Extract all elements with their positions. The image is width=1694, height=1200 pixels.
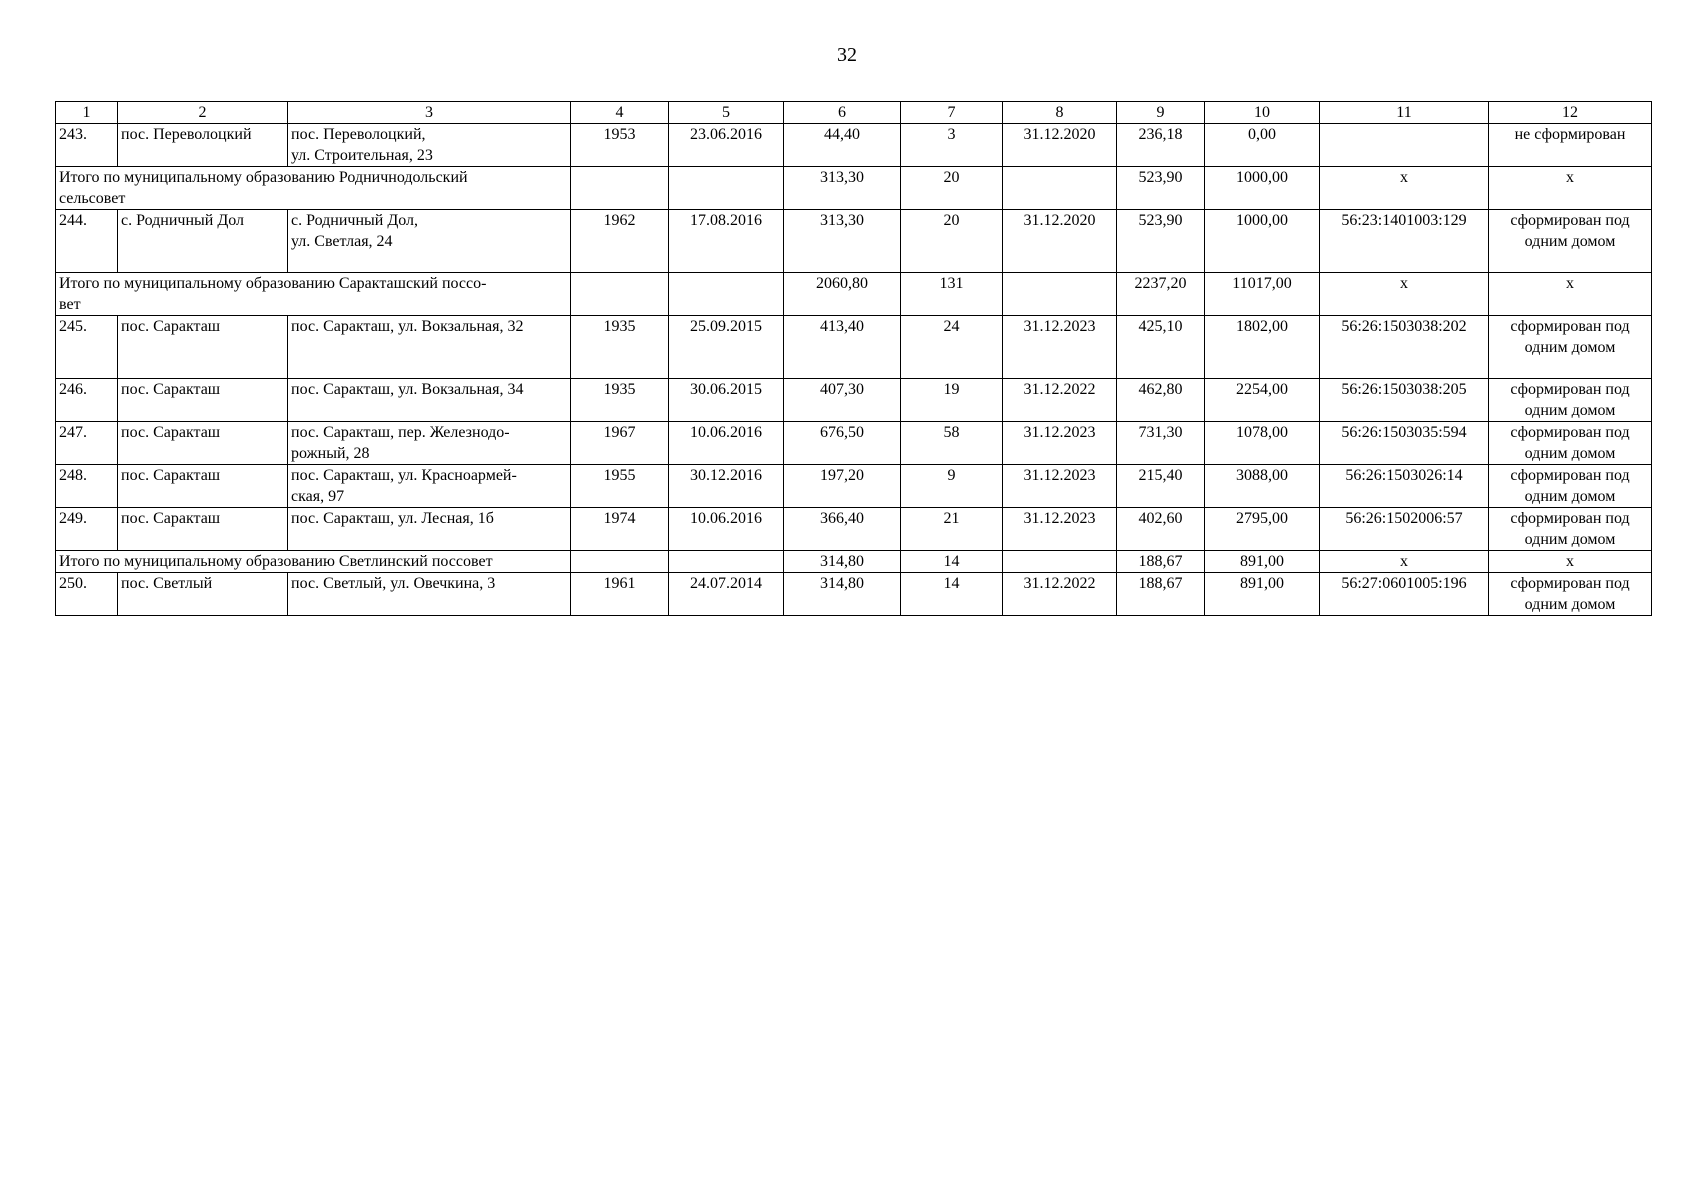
status-cell xyxy=(1489,465,1652,508)
cadastre-cell: 56:26:1502006:57 xyxy=(1320,508,1489,551)
status-cell: х xyxy=(1489,551,1652,573)
deadline-cell: 31.12.2023 xyxy=(1003,508,1117,551)
empty-cell xyxy=(571,273,669,316)
date-cell: 10.06.2016 xyxy=(669,422,784,465)
cadastre-cell xyxy=(1320,124,1489,167)
area2-cell: 402,60 xyxy=(1117,508,1205,551)
address-line: пос. Саракташ, ул. Красноармей- xyxy=(291,467,517,484)
deadline-cell: 31.12.2023 xyxy=(1003,422,1117,465)
status-line: одним домом xyxy=(1524,339,1616,356)
subtotal-label-line: сельсовет xyxy=(59,190,126,207)
status-line: одним домом xyxy=(1524,445,1616,462)
housing-register-table xyxy=(55,101,1652,616)
subtotal-label-line: Итого по муниципальному образованию Саракташский поссо- xyxy=(59,275,487,292)
empty-cell xyxy=(571,167,669,210)
area2-cell: 236,18 xyxy=(1117,124,1205,167)
header-cell: 11 xyxy=(1320,102,1489,124)
people-cell: 20 xyxy=(901,210,1003,273)
area-cell: 314,80 xyxy=(784,573,901,616)
deadline-cell: 31.12.2022 xyxy=(1003,379,1117,422)
area2-cell: 215,40 xyxy=(1117,465,1205,508)
address-line: пос. Саракташ, ул. Вокзальная, 32 xyxy=(291,318,524,335)
cadastre-cell: х xyxy=(1320,551,1489,573)
year-cell: 1961 xyxy=(571,573,669,616)
cadastre-cell: 56:27:0601005:196 xyxy=(1320,573,1489,616)
year-cell: 1962 xyxy=(571,210,669,273)
deadline-cell: 31.12.2023 xyxy=(1003,316,1117,379)
settlement-cell: пос. Саракташ xyxy=(118,422,288,465)
area-cell: 313,30 xyxy=(784,210,901,273)
empty-cell xyxy=(1003,167,1117,210)
table-row xyxy=(56,316,1652,379)
column-number-header-row xyxy=(56,102,1652,124)
land-area-cell: 1078,00 xyxy=(1205,422,1320,465)
status-cell: х xyxy=(1489,273,1652,316)
status-line: одним домом xyxy=(1524,596,1616,613)
status-line: одним домом xyxy=(1524,531,1616,548)
area2-cell: 462,80 xyxy=(1117,379,1205,422)
settlement-cell: пос. Светлый xyxy=(118,573,288,616)
address-cell xyxy=(288,573,571,616)
land-area-cell: 11017,00 xyxy=(1205,273,1320,316)
year-cell: 1935 xyxy=(571,316,669,379)
row-number: 245. xyxy=(56,316,118,379)
land-area-cell: 1802,00 xyxy=(1205,316,1320,379)
address-line: рожный, 28 xyxy=(291,445,370,462)
address-cell xyxy=(288,316,571,379)
cadastre-cell: 56:26:1503026:14 xyxy=(1320,465,1489,508)
status-cell xyxy=(1489,316,1652,379)
subtotal-label xyxy=(56,273,571,316)
subtotal-label-line: Итого по муниципальному образованию Родничнодольский xyxy=(59,169,468,186)
status-cell xyxy=(1489,573,1652,616)
area2-cell: 188,67 xyxy=(1117,551,1205,573)
table-row xyxy=(56,508,1652,551)
status-cell xyxy=(1489,210,1652,273)
year-cell: 1955 xyxy=(571,465,669,508)
area-cell: 413,40 xyxy=(784,316,901,379)
area2-cell: 425,10 xyxy=(1117,316,1205,379)
header-cell: 1 xyxy=(56,102,118,124)
status-line: одним домом xyxy=(1524,233,1616,250)
table-row xyxy=(56,422,1652,465)
people-cell: 21 xyxy=(901,508,1003,551)
cadastre-cell: х xyxy=(1320,273,1489,316)
deadline-cell: 31.12.2023 xyxy=(1003,465,1117,508)
table-row xyxy=(56,465,1652,508)
land-area-cell: 3088,00 xyxy=(1205,465,1320,508)
row-number: 244. xyxy=(56,210,118,273)
area-cell: 366,40 xyxy=(784,508,901,551)
table-row xyxy=(56,379,1652,422)
status-line: сформирован под xyxy=(1510,575,1630,592)
row-number: 248. xyxy=(56,465,118,508)
date-cell: 23.06.2016 xyxy=(669,124,784,167)
address-line: ул. Строительная, 23 xyxy=(291,147,433,164)
settlement-cell: пос. Саракташ xyxy=(118,508,288,551)
header-cell: 9 xyxy=(1117,102,1205,124)
header-cell: 10 xyxy=(1205,102,1320,124)
date-cell: 30.12.2016 xyxy=(669,465,784,508)
header-cell: 2 xyxy=(118,102,288,124)
settlement-cell: с. Родничный Дол xyxy=(118,210,288,273)
area2-cell: 523,90 xyxy=(1117,167,1205,210)
status-cell xyxy=(1489,379,1652,422)
subtotal-label-line: вет xyxy=(59,296,81,313)
date-cell: 25.09.2015 xyxy=(669,316,784,379)
year-cell: 1974 xyxy=(571,508,669,551)
deadline-cell: 31.12.2020 xyxy=(1003,124,1117,167)
date-cell: 24.07.2014 xyxy=(669,573,784,616)
status-line: не сформирован xyxy=(1514,126,1626,143)
area-cell: 197,20 xyxy=(784,465,901,508)
area-cell: 44,40 xyxy=(784,124,901,167)
cadastre-cell: 56:26:1503038:202 xyxy=(1320,316,1489,379)
land-area-cell: 0,00 xyxy=(1205,124,1320,167)
address-cell xyxy=(288,508,571,551)
settlement-cell: пос. Переволоцкий xyxy=(118,124,288,167)
deadline-cell: 31.12.2022 xyxy=(1003,573,1117,616)
settlement-cell: пос. Саракташ xyxy=(118,316,288,379)
row-number: 249. xyxy=(56,508,118,551)
cadastre-cell: 56:26:1503038:205 xyxy=(1320,379,1489,422)
subtotal-row xyxy=(56,167,1652,210)
area-cell: 314,80 xyxy=(784,551,901,573)
header-cell: 12 xyxy=(1489,102,1652,124)
address-cell xyxy=(288,422,571,465)
people-cell: 131 xyxy=(901,273,1003,316)
status-cell: х xyxy=(1489,167,1652,210)
status-line: сформирован под xyxy=(1510,467,1630,484)
address-line: пос. Переволоцкий, xyxy=(291,126,426,143)
page-number: 32 xyxy=(837,44,857,66)
empty-cell xyxy=(1003,273,1117,316)
people-cell: 19 xyxy=(901,379,1003,422)
land-area-cell: 2795,00 xyxy=(1205,508,1320,551)
empty-cell xyxy=(669,167,784,210)
area-cell: 313,30 xyxy=(784,167,901,210)
table-row xyxy=(56,124,1652,167)
area-cell: 407,30 xyxy=(784,379,901,422)
empty-cell xyxy=(669,551,784,573)
empty-cell xyxy=(669,273,784,316)
row-number: 243. xyxy=(56,124,118,167)
people-cell: 9 xyxy=(901,465,1003,508)
subtotal-label xyxy=(56,167,571,210)
year-cell: 1967 xyxy=(571,422,669,465)
address-cell xyxy=(288,465,571,508)
deadline-cell: 31.12.2020 xyxy=(1003,210,1117,273)
status-line: сформирован под xyxy=(1510,424,1630,441)
header-cell: 8 xyxy=(1003,102,1117,124)
area2-cell: 731,30 xyxy=(1117,422,1205,465)
header-cell: 4 xyxy=(571,102,669,124)
area2-cell: 523,90 xyxy=(1117,210,1205,273)
cadastre-cell: х xyxy=(1320,167,1489,210)
people-cell: 58 xyxy=(901,422,1003,465)
address-line: пос. Саракташ, ул. Вокзальная, 34 xyxy=(291,381,524,398)
people-cell: 20 xyxy=(901,167,1003,210)
row-number: 250. xyxy=(56,573,118,616)
address-line: пос. Саракташ, пер. Железнодо- xyxy=(291,424,510,441)
status-cell xyxy=(1489,124,1652,167)
address-line: с. Родничный Дол, xyxy=(291,212,419,229)
empty-cell xyxy=(1003,551,1117,573)
status-line: сформирован под xyxy=(1510,212,1630,229)
subtotal-row xyxy=(56,551,1652,573)
date-cell: 17.08.2016 xyxy=(669,210,784,273)
date-cell: 30.06.2015 xyxy=(669,379,784,422)
subtotal-label: Итого по муниципальному образованию Светлинский поссовет xyxy=(56,551,571,573)
year-cell: 1953 xyxy=(571,124,669,167)
address-cell xyxy=(288,210,571,273)
area-cell: 676,50 xyxy=(784,422,901,465)
empty-cell xyxy=(571,551,669,573)
land-area-cell: 891,00 xyxy=(1205,551,1320,573)
year-cell: 1935 xyxy=(571,379,669,422)
people-cell: 24 xyxy=(901,316,1003,379)
settlement-cell: пос. Саракташ xyxy=(118,379,288,422)
date-cell: 10.06.2016 xyxy=(669,508,784,551)
header-cell: 5 xyxy=(669,102,784,124)
table-row xyxy=(56,210,1652,273)
status-line: сформирован под xyxy=(1510,381,1630,398)
land-area-cell: 1000,00 xyxy=(1205,167,1320,210)
area2-cell: 2237,20 xyxy=(1117,273,1205,316)
header-cell: 3 xyxy=(288,102,571,124)
header-cell: 7 xyxy=(901,102,1003,124)
header-cell: 6 xyxy=(784,102,901,124)
cadastre-cell: 56:23:1401003:129 xyxy=(1320,210,1489,273)
status-line: одним домом xyxy=(1524,488,1616,505)
people-cell: 14 xyxy=(901,551,1003,573)
status-cell xyxy=(1489,508,1652,551)
address-cell xyxy=(288,379,571,422)
status-cell xyxy=(1489,422,1652,465)
land-area-cell: 1000,00 xyxy=(1205,210,1320,273)
people-cell: 3 xyxy=(901,124,1003,167)
address-line: пос. Светлый, ул. Овечкина, 3 xyxy=(291,575,496,592)
area2-cell: 188,67 xyxy=(1117,573,1205,616)
address-cell xyxy=(288,124,571,167)
table-row xyxy=(56,573,1652,616)
address-line: ская, 97 xyxy=(291,488,345,505)
subtotal-row xyxy=(56,273,1652,316)
land-area-cell: 2254,00 xyxy=(1205,379,1320,422)
cadastre-cell: 56:26:1503035:594 xyxy=(1320,422,1489,465)
row-number: 247. xyxy=(56,422,118,465)
address-line: ул. Светлая, 24 xyxy=(291,233,393,250)
people-cell: 14 xyxy=(901,573,1003,616)
land-area-cell: 891,00 xyxy=(1205,573,1320,616)
status-line: сформирован под xyxy=(1510,510,1630,527)
status-line: сформирован под xyxy=(1510,318,1630,335)
status-line: одним домом xyxy=(1524,402,1616,419)
area-cell: 2060,80 xyxy=(784,273,901,316)
settlement-cell: пос. Саракташ xyxy=(118,465,288,508)
address-line: пос. Саракташ, ул. Лесная, 1б xyxy=(291,510,494,527)
row-number: 246. xyxy=(56,379,118,422)
